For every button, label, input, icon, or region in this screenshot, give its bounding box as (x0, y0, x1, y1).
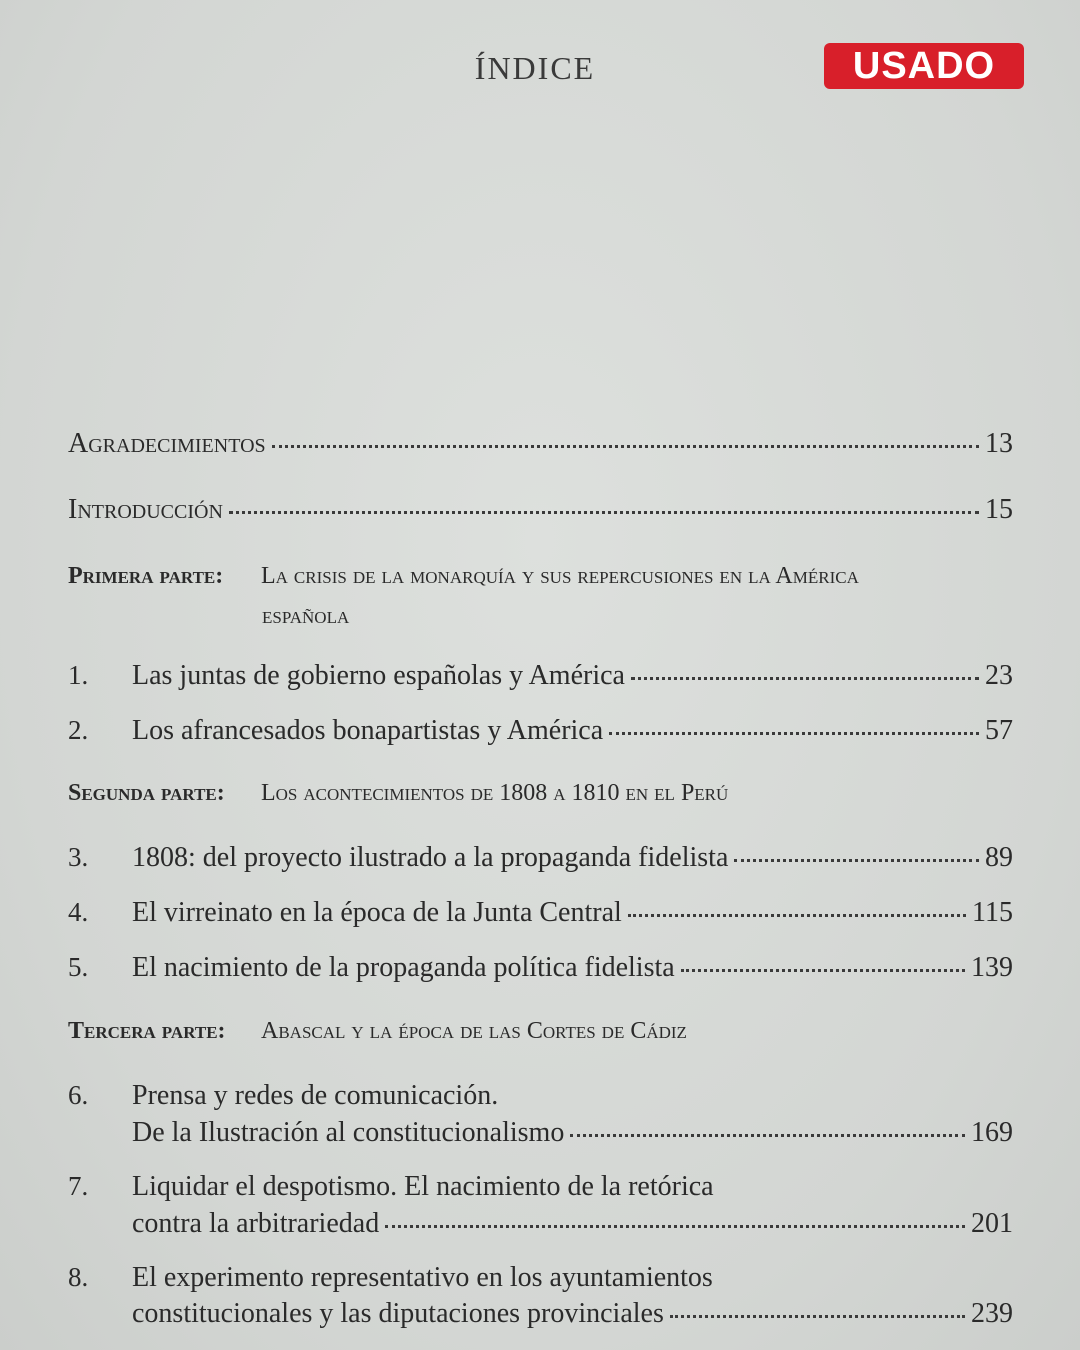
page-title: ÍNDICE (474, 50, 596, 86)
toc-chapter-3[interactable] (68, 842, 1013, 874)
chapter-number: 1. (68, 660, 89, 690)
toc-entry-introduccion[interactable] (68, 494, 1013, 526)
toc-entry-label: Introducción (68, 494, 223, 525)
dot-leader (670, 1315, 965, 1318)
part-title-continued: española (262, 603, 350, 629)
chapter-title: Los afrancesados bonapartistas y América (132, 715, 604, 746)
part-label: Segunda parte: (68, 780, 225, 806)
part-title: La crisis de la monarquía y sus repercusiones en la América (261, 563, 859, 589)
toc-entry-label: Agradecimientos (68, 428, 266, 459)
chapter-number: 8. (68, 1262, 89, 1292)
chapter-number: 3. (68, 842, 89, 872)
dot-leader (681, 969, 965, 972)
chapter-title: El nacimiento de la propaganda política fidelista (132, 952, 675, 983)
toc-chapter-1[interactable] (68, 660, 1013, 692)
toc-page-number: 169 (971, 1117, 1013, 1148)
toc-page-number: 139 (971, 952, 1013, 983)
chapter-title: Las juntas de gobierno españolas y América (132, 660, 625, 691)
dot-leader (609, 732, 979, 735)
toc-page-number: 23 (985, 660, 1013, 691)
toc-chapter-4[interactable] (68, 897, 1013, 929)
part-title: Abascal y la época de las Cortes de Cádiz (261, 1018, 687, 1044)
chapter-number: 7. (68, 1171, 89, 1201)
chapter-number: 4. (68, 897, 89, 927)
toc-entry-agradecimientos[interactable] (68, 428, 1013, 460)
dot-leader (385, 1225, 965, 1228)
chapter-title: De la Ilustración al constitucionalismo (132, 1117, 565, 1148)
chapter-title: constitucionales y las diputaciones provinciales (132, 1298, 664, 1329)
toc-page-number: 115 (972, 897, 1013, 928)
chapter-number: 2. (68, 715, 89, 745)
toc-chapter-2[interactable] (68, 715, 1013, 747)
chapter-title-line1: Prensa y redes de comunicación. (132, 1080, 499, 1111)
toc-page-number: 57 (985, 715, 1013, 746)
part-heading-3 (68, 1018, 1013, 1045)
chapter-number: 6. (68, 1080, 89, 1110)
part-heading-2 (68, 780, 1013, 807)
dot-leader (272, 445, 979, 448)
toc-page-number: 13 (985, 428, 1013, 459)
toc-page-number: 89 (985, 842, 1013, 873)
dot-leader (628, 914, 966, 917)
chapter-title: contra la arbitrariedad (132, 1208, 380, 1239)
chapter-title-line1: Liquidar el despotismo. El nacimiento de la retórica (132, 1171, 714, 1202)
dot-leader (229, 511, 979, 514)
toc-chapter-5[interactable] (68, 952, 1013, 984)
chapter-title-line1: El experimento representativo en los ayuntamientos (132, 1262, 713, 1293)
toc-page-number: 201 (971, 1208, 1013, 1239)
toc-page-number: 239 (971, 1298, 1013, 1329)
chapter-number: 5. (68, 952, 89, 982)
part-label: Primera parte: (68, 563, 224, 589)
dot-leader (734, 859, 979, 862)
part-heading-1 (68, 563, 1013, 590)
used-badge: USADO (824, 43, 1024, 89)
part-title: Los acontecimientos de 1808 a 1810 en el Perú (261, 780, 729, 806)
chapter-title: 1808: del proyecto ilustrado a la propaganda fidelista (132, 842, 729, 873)
toc-page-number: 15 (985, 494, 1013, 525)
dot-leader (570, 1134, 965, 1137)
part-label: Tercera parte: (68, 1018, 226, 1044)
chapter-title: El virreinato en la época de la Junta Central (132, 897, 622, 928)
dot-leader (631, 677, 979, 680)
